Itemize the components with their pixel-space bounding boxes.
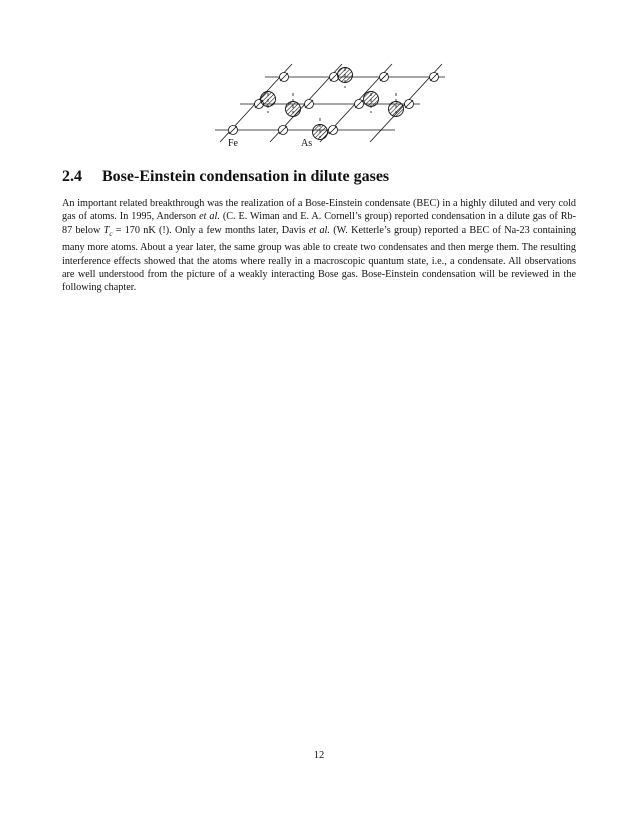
as-atom xyxy=(338,68,353,83)
label-fe: Fe xyxy=(228,138,238,149)
paragraph-text: = 170 nK (!). Only a few months later, Davis xyxy=(112,224,309,236)
paragraph-text: (W. Ketterle’s group) reported a BEC of Na-23 containing many more atoms. About a year later, the same group was able to create two condensates and then merge them. The resulting interference effects showed that the atoms where really in a macroscopic quantum state, i.e., a condensate. All observations are well understood from the picture of a weakly interacting Bose gas. Bose-Einstein condensation will be reviewed in the following chapter. xyxy=(62,224,577,294)
section-number: 2.4 xyxy=(62,168,82,185)
paragraph-text: (C. E. Wiman and E. A. Cornell’s group) reported condensation in a dilute gas of Rb-87 below xyxy=(62,211,577,236)
fe-atom xyxy=(329,126,338,135)
et-al: et al. xyxy=(199,211,220,223)
page-number: 12 xyxy=(313,750,325,761)
section-title: Bose-Einstein condensation in dilute gases xyxy=(102,168,390,185)
as-atom xyxy=(389,102,404,117)
paragraph-text: An important related breakthrough was the realization of a Bose-Einstein condensate (BEC) in a highly diluted and very cold gas of atoms. In 1995, Anderson xyxy=(62,198,576,223)
as-atom xyxy=(313,125,328,140)
fe-atom xyxy=(229,126,238,135)
tc-subscript: c xyxy=(109,229,113,238)
as-atom xyxy=(286,102,301,117)
as-atom xyxy=(261,92,276,107)
et-al: et al. xyxy=(308,224,330,236)
fe-atom xyxy=(430,73,439,82)
lattice-figure xyxy=(210,60,460,156)
lattice-diagram xyxy=(210,60,460,156)
fe-atom xyxy=(405,100,414,109)
body-paragraph xyxy=(62,197,576,295)
section-heading xyxy=(62,168,582,186)
fe-atom xyxy=(355,100,364,109)
fe-atom xyxy=(380,73,389,82)
fe-atom xyxy=(279,126,288,135)
fe-atom xyxy=(305,100,314,109)
fe-atom xyxy=(280,73,289,82)
label-as: As xyxy=(301,138,313,149)
tc-symbol: T xyxy=(103,224,110,236)
as-atom xyxy=(364,92,379,107)
